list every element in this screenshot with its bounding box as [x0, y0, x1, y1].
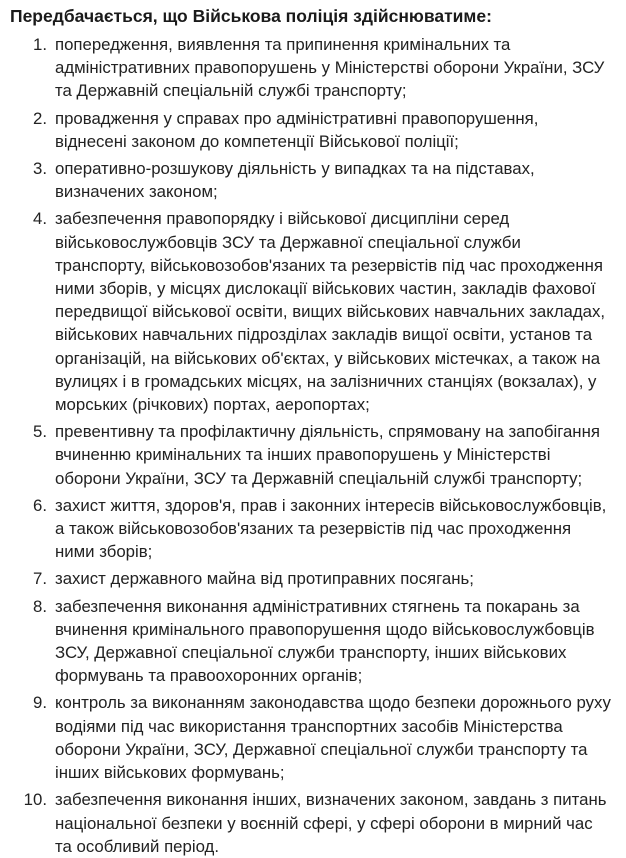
- item-number: 1.: [33, 35, 47, 54]
- item-number: 5.: [33, 422, 47, 442]
- list-item: [10, 207, 626, 416]
- item-number: 8.: [33, 596, 47, 616]
- item-text: контроль за виконанням законодавства щодо безпеки дорожнього руху водіями під час використання транспортних засобів Міністерства оборони України, ЗСУ, Державної спеціальної служби транспорту та інших військових формувань;: [55, 693, 611, 783]
- duties-list: [10, 33, 626, 858]
- item-text: превентивну та профілактичну діяльність, спрямовану на запобігання вчиненню кримінальних та інших правопорушень у Міністерстві оборони України, ЗСУ та Державній спеціальній службі транспорту;: [55, 422, 600, 488]
- list-item: [10, 107, 626, 153]
- item-text: провадження у справах про адміністративні правопорушення, віднесені законом до компетенції Військової поліції;: [55, 108, 539, 151]
- list-item: [10, 157, 626, 203]
- item-number: 6.: [33, 495, 47, 515]
- item-text: захист життя, здоров'я, прав і законних інтересів військовослужбовців, а також військовозобов'язаних та резервістів під час проходження ними зборів;: [55, 495, 607, 562]
- list-item: [10, 33, 626, 103]
- item-number: 7.: [33, 569, 47, 589]
- list-item: [10, 595, 626, 688]
- page-heading: Передбачається, що Військова поліція здійснюватиме:: [10, 6, 492, 26]
- list-item: [10, 691, 626, 784]
- list-item: [10, 420, 626, 490]
- item-text: захист державного майна від протиправних посягань;: [55, 569, 474, 589]
- item-number: 10.: [23, 790, 47, 810]
- item-number: 3.: [33, 159, 47, 179]
- list-item: [10, 788, 626, 858]
- item-number: 4.: [33, 209, 47, 229]
- list-item: [10, 567, 626, 590]
- item-number: 2.: [33, 108, 47, 128]
- item-text: забезпечення виконання адміністративних стягнень та покарань за вчинення кримінального правопорушення щодо військовослужбовців ЗСУ, Державної спеціальної служби транспорту, інших військових формувань та правоохоронних органів;: [55, 596, 595, 686]
- item-text: забезпечення правопорядку і військової дисципліни серед військовослужбовців ЗСУ та Державної спеціальної служби транспорту, військовозобов'язаних та резервістів під час проходження ними зборів, у місцях дислокації військових частин, закладів фахової передвищої військової освіти, вищих військових навчальних закладах, військових навчальних підрозділах закладів вищої освіти, установ та організацій, на військових об'єктах, у військових містечках, а також на вулицях і в громадських місцях, на залізничних станціях (вокзалах), у морських (річкових) портах, аеропортах;: [55, 209, 606, 415]
- item-number: 9.: [33, 693, 47, 713]
- item-text: оперативно-розшукову діяльність у випадках та на підставах, визначених законом;: [55, 159, 535, 202]
- item-text: попередження, виявлення та припинення кримінальних та адміністративних правопорушень у Міністерстві оборони України, ЗСУ та Державній спеціальній службі транспорту;: [55, 35, 605, 101]
- item-text: забезпечення виконання інших, визначених законом, завдань з питань національної безпеки у воєнній сфері, у сфері оборони в мирний час та особливий період.: [55, 790, 607, 856]
- list-item: [10, 494, 626, 564]
